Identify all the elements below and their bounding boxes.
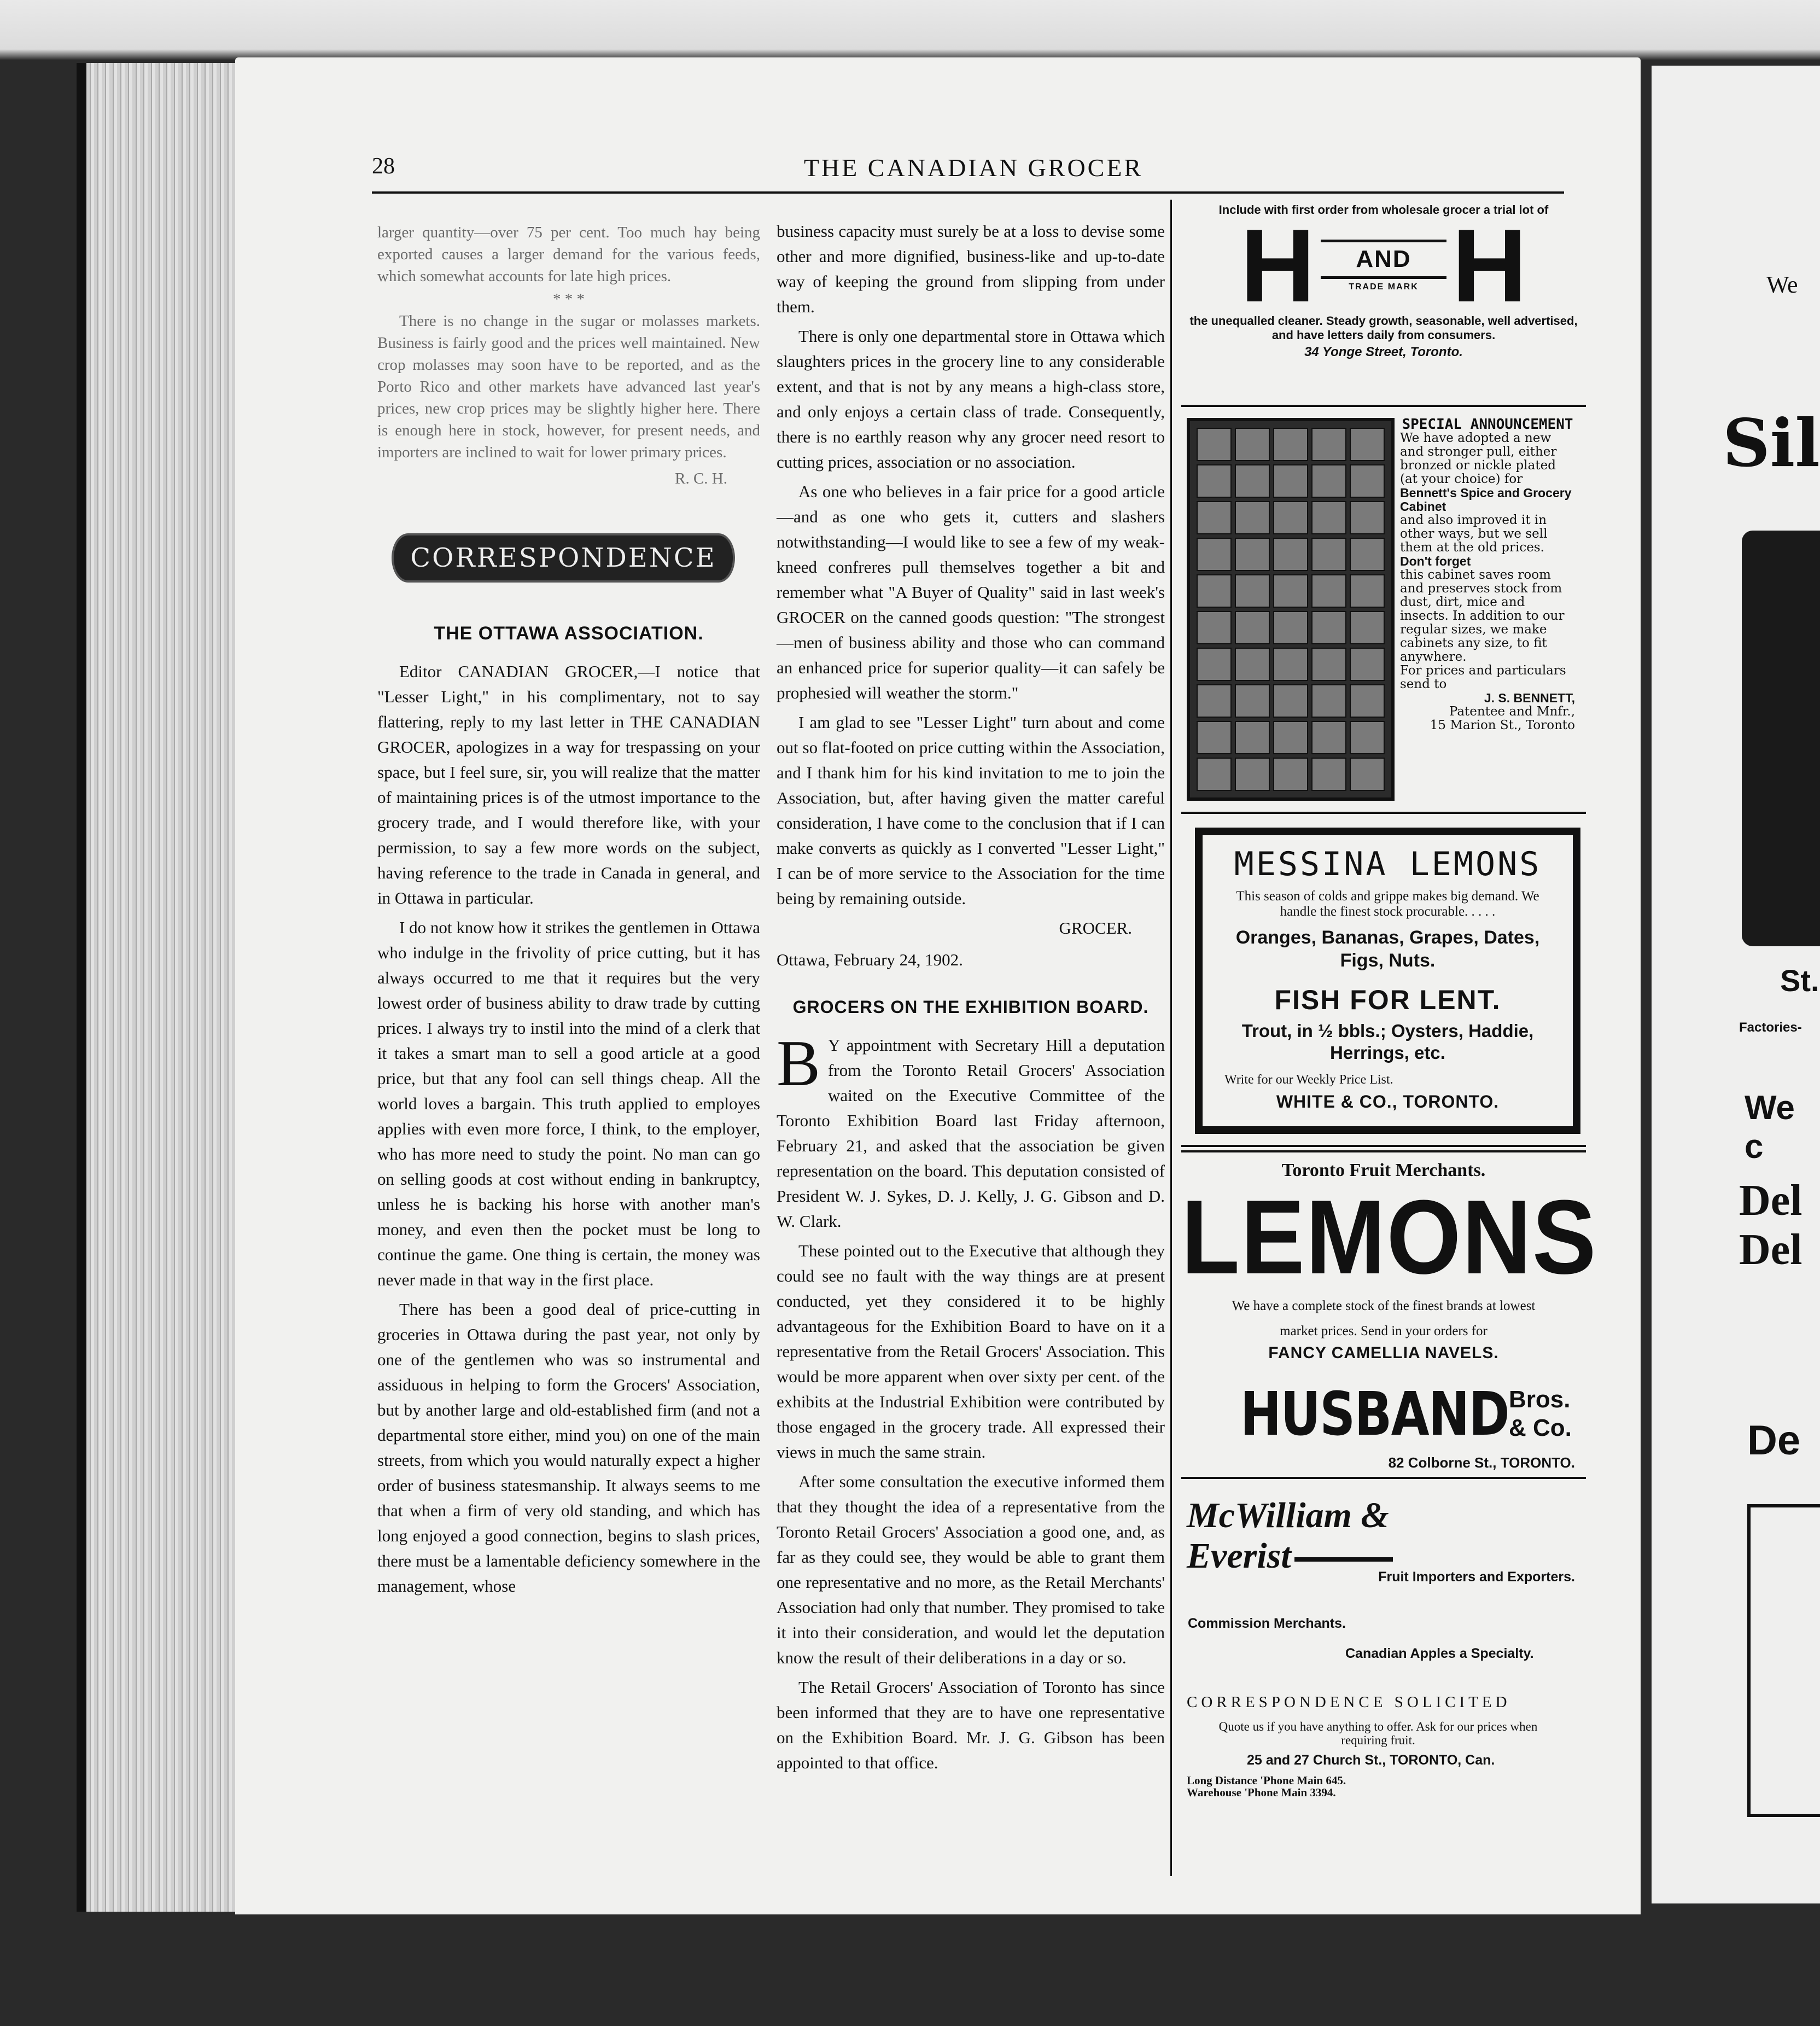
fragment-sil: Sil xyxy=(1723,405,1820,482)
mcwilliam-name-2-text: Everist xyxy=(1187,1536,1291,1576)
husband-bros: Bros. & Co. xyxy=(1508,1386,1572,1441)
cabinet-drawer xyxy=(1311,758,1346,791)
messina-title: MESSINA LEMONS xyxy=(1234,845,1542,883)
cabinet-drawer xyxy=(1197,464,1232,498)
exhibition-paragraph-1 xyxy=(777,1027,1165,1234)
running-title: THE CANADIAN GROCER xyxy=(803,154,1144,182)
advertisement-column xyxy=(1181,202,1597,1835)
cabinet-drawer xyxy=(1350,501,1385,534)
cabinet-drawer xyxy=(1235,464,1270,498)
cabinet-maker-name: J. S. BENNETT, xyxy=(1484,691,1575,705)
cabinet-drawer xyxy=(1350,684,1385,718)
lemons-navels: FANCY CAMELLIA NAVELS. xyxy=(1268,1344,1499,1362)
cabinet-dont-forget: Don't forget xyxy=(1400,554,1471,568)
cabinet-drawer xyxy=(1197,648,1232,681)
mcwilliam-fruit-importers: Fruit Importers and Exporters. xyxy=(1378,1569,1575,1585)
hh-letter-right: H xyxy=(1452,208,1527,324)
flourish-line xyxy=(1294,1557,1393,1562)
letter-paragraph-2: I do not know how it strikes the gentlemen in Ottawa who indulge in the frivolity of price cutting, but it has always occurred to me that it requires but the very lowest order of business ability to draw trade by cutting prices. I always try to instil into the mind of a clerk that it takes a smart man to sell a good article at a good price, but that any fool can sell things cheap. All the world loves a bargain. This truth applied to employes applies with even more force, I think, to the employer, who has more need to study the point. No man can go on selling goods at cost without ending in bankruptcy, unless he is backing his horse with another man's money, and even then the pocket must be long to continue the game. One thing is certain, the money was never made in that way in the first place. xyxy=(377,918,760,1289)
fragment-del-1: Del xyxy=(1739,1177,1802,1225)
lemons-merchants: Toronto Fruit Merchants. xyxy=(1281,1160,1486,1180)
cabinet-drawer xyxy=(1273,684,1308,718)
letter-dateline: Ottawa, February 24, 1902. xyxy=(777,950,963,969)
cabinet-drawer xyxy=(1197,538,1232,571)
cabinet-drawer xyxy=(1350,648,1385,681)
drop-cap: B xyxy=(777,1027,821,1099)
messina-subtitle: This season of colds and grippe makes big demand. We handle the finest stock procurable. . . . . xyxy=(1236,889,1539,919)
cabinet-drawer xyxy=(1235,684,1270,718)
exhibition-paragraph-1-text: Y appointment with Secretary Hill a deputation from the Toronto Retail Grocers' Association waited on the Executive Committee of the Toronto Exhibition Board last Friday afternoon, February 21, and asked that the association be given representation on the board. This deputation consisted of President W. J. Sykes, D. J. Kelly, J. G. Gibson and D. W. Clark. xyxy=(777,1035,1165,1231)
cabinet-drawer xyxy=(1235,611,1270,644)
cabinet-drawer xyxy=(1311,538,1346,571)
fragment-we: We xyxy=(1766,271,1798,298)
cabinet-drawer xyxy=(1235,574,1270,608)
cabinet-drawer xyxy=(1350,574,1385,608)
messina-fish-heading: FISH FOR LENT. xyxy=(1274,985,1501,1015)
cabinet-drawer xyxy=(1235,538,1270,571)
letter-paragraph-7: I am glad to see "Lesser Light" turn about and come out so flat-footed on price cutting within the Association, and I thank him for his kind invitation to me to join the Association, but, after having given the matter careful consideration, I have come to the conclusion that if I can make converts as quickly as I converted "Lesser Light," I can be of more service to the Association for the time being by remaining outside. xyxy=(777,713,1165,908)
letter-signature: GROCER. xyxy=(1059,918,1132,938)
correspondence-banner xyxy=(377,506,749,610)
book-page-edges xyxy=(77,63,250,1912)
mcwilliam-commission: Commission Merchants. xyxy=(1188,1616,1346,1631)
mcwilliam-solicited: CORRESPONDENCE SOLICITED xyxy=(1187,1693,1511,1711)
cabinet-drawer xyxy=(1273,501,1308,534)
letter-paragraph-1: Editor CANADIAN GROCER,—I notice that "Lesser Light," in his complimentary, not to say flattering, reply to my last letter in THE CANADIAN GROCER, apologizes in a way for trespassing on your space, but I feel sure, sir, you will realize that the matter of maintaining prices is of the utmost importance to the grocery trade, and I would therefore like, with your permission, to say a few more words on the subject, having reference to the trade in Canada in general, and in Ottawa in particular. xyxy=(377,662,760,907)
cabinet-drawer xyxy=(1311,501,1346,534)
cabinet-drawer xyxy=(1273,464,1308,498)
exhibition-paragraph-4: The Retail Grocers' Association of Toronto has since been informed that they are to have one representative on the Exhibition Board. Mr. J. G. Gibson has been appointed to that office. xyxy=(777,1678,1165,1772)
letter-paragraph-5: There is only one departmental store in Ottawa which slaughters prices in the grocery line to any considerable extent, and that is not by any means a high-class store, and only enjoys a certain class of trade. Consequently, there is no earthly reason why any grocer need resort to cutting prices, association or no association. xyxy=(777,327,1165,471)
cabinet-drawer xyxy=(1197,758,1232,791)
cabinet-drawer xyxy=(1273,574,1308,608)
mcwilliam-phone-2: Warehouse 'Phone Main 3394. xyxy=(1187,1786,1336,1799)
cabinet-drawer xyxy=(1235,721,1270,754)
cabinet-drawer xyxy=(1197,428,1232,461)
cabinet-drawer xyxy=(1197,574,1232,608)
exhibition-paragraph-2: These pointed out to the Executive that although they could see no fault with the way things are at present conducted, yet they considered it to be highly advantageous for the Exhibition Board to have on it a representative from the Retail Grocers' Association. This would be more apparent when over sixty per cent. of the exhibits at the Industrial Exhibition were contributed by those engaged in the grocery trade. All expressed their views in much the same strain. xyxy=(777,1241,1165,1462)
messina-lemons-ad xyxy=(1195,828,1580,1134)
cabinet-text-6: For prices and particulars send to xyxy=(1400,663,1566,691)
cabinet-drawer xyxy=(1273,538,1308,571)
fragment-de: De xyxy=(1747,1417,1801,1464)
messina-fruit-list: Oranges, Bananas, Grapes, Dates, Figs, Nuts. xyxy=(1235,927,1540,971)
hh-address: 34 Yonge Street, Toronto. xyxy=(1304,345,1463,359)
hh-description: the unequalled cleaner. Steady growth, seasonable, well advertised, and have letters daily from consumers. xyxy=(1189,314,1578,342)
mcwilliam-address: 25 and 27 Church St., TORONTO, Can. xyxy=(1247,1753,1495,1768)
mcwilliam-phone-1: Long Distance 'Phone Main 645. xyxy=(1187,1774,1346,1787)
hh-intro: Include with first order from wholesale grocer a trial lot of xyxy=(1218,203,1549,217)
cabinet-drawer xyxy=(1350,538,1385,571)
column-2 xyxy=(777,219,1165,1780)
market-paragraph-2: There is no change in the sugar or molasses markets. Business is fairly good and the prices well maintained. New crop molasses may soon have to be reported, and as the Porto Rico and other markets have advanced last year's prices, new crop prices may be slightly higher here. There is enough here in stock, however, for present needs, and importers are inclined to wait for lower primary prices. xyxy=(377,312,760,461)
header-rule xyxy=(372,191,1564,194)
messina-fish-list: Trout, in ½ bbls.; Oysters, Haddie, Herrings, etc. xyxy=(1241,1021,1534,1063)
cabinet-drawer xyxy=(1235,648,1270,681)
husband-address: 82 Colborne St., TORONTO. xyxy=(1388,1454,1575,1471)
cabinet-drawer xyxy=(1350,464,1385,498)
column-rule xyxy=(1170,200,1172,1876)
letter-paragraph-3: There has been a good deal of price-cutting in groceries in Ottawa during the past year, not only by one of the gentlemen who was so instrumental and assiduous in helping to form the Grocers' Association, but by another large and old-established firm (and not a departmental store either, mind you) on one of the main streets, from which you would naturally expect a higher order of business statesmanship. It always seems to me that when a firm of very old standing, and which has long enjoyed a good connection, begins to slash prices, there must be a lamentable deficiency somewhere in the management, whose xyxy=(377,1300,760,1596)
cabinet-drawer xyxy=(1235,428,1270,461)
hh-trade-mark: TRADE MARK xyxy=(1349,282,1419,292)
cabinet-drawer xyxy=(1235,501,1270,534)
spice-cabinet-ad xyxy=(1181,407,1586,814)
column-1 xyxy=(377,222,760,1603)
cabinet-text-1: We have adopted a new and stronger pull, either bronzed or nickle plated (at your choice) for xyxy=(1400,431,1557,486)
market-paragraph-1: larger quantity—over 75 per cent. Too much hay being exported causes a larger demand for the various feeds, which somewhat accounts for late high prices. xyxy=(377,224,760,285)
husband-lemons-ad xyxy=(1181,1160,1597,1479)
right-page-fragment xyxy=(1652,66,1820,1903)
exhibition-paragraph-3: After some consultation the executive informed them that they thought the idea of a representative from the Toronto Retail Grocers' Association a good one, and, as far as they could see, they would be able to grant them one representative and no more, as the Retail Merchants' Association had only that number. They promised to take it into their consideration, and would let the deputation know the result of their deliberations in a day or so. xyxy=(777,1472,1165,1667)
ad-separator xyxy=(1181,1145,1586,1152)
mcwilliam-everist-ad xyxy=(1181,1479,1586,1835)
letter-paragraph-4: business capacity must surely be at a loss to devise some other and more dignified, business-like and up-to-date way of keeping the ground from slipping from under them. xyxy=(777,222,1165,316)
mcwilliam-quote: Quote us if you have anything to offer. Ask for our prices when requiring fruit. xyxy=(1218,1720,1538,1747)
cabinet-drawer xyxy=(1311,574,1346,608)
cabinet-illustration xyxy=(1187,418,1395,801)
cabinet-drawer xyxy=(1197,611,1232,644)
messina-company: WHITE & CO., TORONTO. xyxy=(1276,1092,1500,1111)
fragment-st: St. xyxy=(1780,963,1819,998)
husband-name: HUSBAND xyxy=(1240,1379,1509,1449)
can-illustration xyxy=(1742,531,1820,946)
hh-center xyxy=(1321,240,1446,292)
cabinet-drawer xyxy=(1311,428,1346,461)
fragment-frame xyxy=(1747,1504,1820,1817)
cabinet-drawer xyxy=(1311,721,1346,754)
section-stars: * * * xyxy=(553,290,585,308)
lemons-headline: LEMONS xyxy=(1181,1179,1597,1296)
fragment-factories: Factories- xyxy=(1739,1020,1802,1035)
hh-cleaner-ad xyxy=(1181,202,1586,407)
cabinet-drawer xyxy=(1350,428,1385,461)
cabinet-drawer xyxy=(1350,721,1385,754)
cabinet-drawer xyxy=(1273,758,1308,791)
cabinet-product-name: Bennett's Spice and Grocery Cabinet xyxy=(1400,486,1572,514)
page-header xyxy=(372,153,1575,186)
page-number: 28 xyxy=(372,154,395,179)
cabinet-ad-text xyxy=(1400,407,1575,812)
cabinet-drawer xyxy=(1273,428,1308,461)
exhibition-heading: GROCERS ON THE EXHIBITION BOARD. xyxy=(792,997,1149,1017)
cabinet-drawer xyxy=(1273,721,1308,754)
cabinet-drawer xyxy=(1311,648,1346,681)
cabinet-drawer xyxy=(1350,611,1385,644)
cabinet-drawer xyxy=(1311,611,1346,644)
mcwilliam-phones xyxy=(1187,1774,1346,1798)
cabinet-text-3: and also improved it in other ways, but we sell them at the old prices. xyxy=(1400,513,1548,555)
cabinet-drawer xyxy=(1197,501,1232,534)
market-signature: R. C. H. xyxy=(675,470,727,487)
fragment-we-o: We c xyxy=(1745,1089,1795,1166)
cabinet-drawer xyxy=(1273,648,1308,681)
husband-logo xyxy=(1181,1379,1586,1449)
fragment-del-2: Del xyxy=(1739,1226,1802,1274)
cabinet-drawer xyxy=(1197,684,1232,718)
correspondence-banner-text: CORRESPONDENCE xyxy=(392,533,734,583)
cabinet-drawer xyxy=(1197,721,1232,754)
cabinet-drawer xyxy=(1235,758,1270,791)
lemons-text: We have a complete stock of the finest brands at lowest market prices. Send in your orders for xyxy=(1232,1299,1536,1338)
hh-letter-left: H xyxy=(1240,208,1315,324)
cabinet-drawer xyxy=(1311,464,1346,498)
mcwilliam-apples: Canadian Apples a Specialty. xyxy=(1345,1646,1534,1661)
cabinet-maker-title: Patentee and Mnfr., xyxy=(1449,705,1575,719)
hh-and: AND xyxy=(1321,240,1446,279)
cabinet-maker-address: 15 Marion St., Toronto xyxy=(1430,718,1575,732)
cabinet-drawer xyxy=(1350,758,1385,791)
article-heading: THE OTTAWA ASSOCIATION. xyxy=(434,623,704,644)
cabinet-drawer xyxy=(1311,684,1346,718)
mcwilliam-name-1: McWilliam & xyxy=(1187,1495,1389,1535)
cabinet-ad-title: SPECIAL ANNOUNCEMENT xyxy=(1402,416,1573,433)
cabinet-drawer xyxy=(1273,611,1308,644)
messina-price-list-note: Write for our Weekly Price List. xyxy=(1224,1073,1393,1087)
letter-paragraph-6: As one who believes in a fair price for a good article—and as one who gets it, cutters and slashers notwithstanding—I would like to see a few of my weak-kneed confreres pull themselves together a bit and remember what "A Buyer of Quality" said in last week's GROCER on the canned goods question: "The strongest—men of business ability and those who can command an enhanced price for superior quality—it can safely be prophesied will weather the storm." xyxy=(777,482,1165,702)
cabinet-text-5: this cabinet saves room and preserves stock from dust, dirt, mice and insects. In addition to our regular sizes, we make cabinets any size, to fit anywhere. xyxy=(1400,568,1565,664)
